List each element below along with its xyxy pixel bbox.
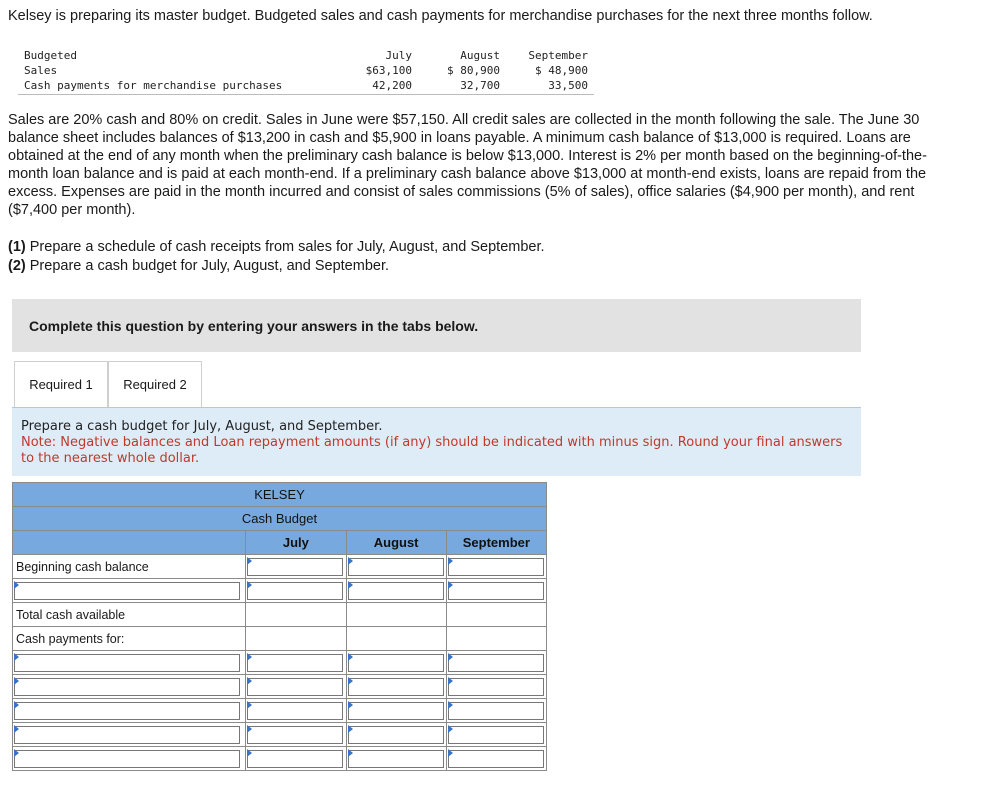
given-sales-july: $63,100: [365, 64, 412, 77]
input-marker-icon: [14, 701, 19, 709]
budget-company: KELSEY: [13, 483, 547, 507]
payment-row-2-july-input[interactable]: [247, 678, 343, 696]
payment-row-1-july-input[interactable]: [247, 654, 343, 672]
input-marker-icon: [448, 725, 453, 733]
input-marker-icon: [247, 581, 252, 589]
input-marker-icon: [247, 557, 252, 565]
given-month-september: September: [528, 49, 588, 62]
input-marker-icon: [14, 581, 19, 589]
given-payments-july: 42,200: [330, 78, 418, 95]
budget-col-august: August: [346, 531, 446, 555]
payment-row-5-august-input[interactable]: [348, 750, 444, 768]
given-data-table: [18, 47, 594, 95]
requirement-1: [8, 238, 545, 257]
input-marker-icon: [247, 701, 252, 709]
beginning-cash-august-input[interactable]: [348, 558, 444, 576]
payment-row-1-august-input[interactable]: [348, 654, 444, 672]
input-marker-icon: [448, 749, 453, 757]
input-marker-icon: [348, 653, 353, 661]
instruction-banner: [12, 299, 861, 352]
payment-row-3-september-input[interactable]: [448, 702, 544, 720]
input-marker-icon: [14, 749, 19, 757]
requirement-2-text: Prepare a cash budget for July, August, and September.: [25, 258, 389, 274]
input-marker-icon: [348, 677, 353, 685]
payment-row-5-september-input[interactable]: [448, 750, 544, 768]
requirement-1-text: Prepare a schedule of cash receipts from sales for July, August, and September.: [25, 239, 545, 255]
input-marker-icon: [247, 677, 252, 685]
row-2-september-input[interactable]: [448, 582, 544, 600]
given-month-august: August: [460, 49, 500, 62]
banner-text: Complete this question by entering your answers in the tabs below.: [29, 317, 479, 334]
input-marker-icon: [247, 653, 252, 661]
input-marker-icon: [448, 557, 453, 565]
input-marker-icon: [348, 701, 353, 709]
given-sales-label: Sales: [24, 64, 58, 77]
instructions-note: Note: Negative balances and Loan repayment amounts (if any) should be indicated with minus sign. Round your final answers to the nearest whole dollar.: [21, 435, 843, 466]
given-month-july: July: [385, 49, 412, 62]
given-payments-label: Cash payments for merchandise purchases: [18, 78, 330, 95]
input-marker-icon: [448, 653, 453, 661]
input-marker-icon: [14, 725, 19, 733]
payment-row-2-september-input[interactable]: [448, 678, 544, 696]
payment-row-4-august-input[interactable]: [348, 726, 444, 744]
given-payments-september: 33,500: [506, 78, 594, 95]
cash-payments-july: [246, 627, 346, 651]
payment-row-1-label-input[interactable]: [14, 654, 240, 672]
tab-required-2[interactable]: Required 2: [108, 361, 202, 407]
input-marker-icon: [247, 725, 252, 733]
cash-budget-table: [12, 482, 547, 771]
input-marker-icon: [348, 725, 353, 733]
budget-col-september: September: [446, 531, 546, 555]
row-beginning-cash-label: Beginning cash balance: [13, 555, 246, 579]
given-header-label: Budgeted: [24, 49, 77, 62]
intro-text: Kelsey is preparing its master budget. Budgeted sales and cash payments for merchandise purchases for the next three months follow.: [8, 8, 873, 24]
row-total-cash-label: Total cash available: [13, 603, 246, 627]
cash-payments-august: [346, 627, 446, 651]
input-marker-icon: [448, 701, 453, 709]
payment-row-2-label-input[interactable]: [14, 678, 240, 696]
given-sales-september: $ 48,900: [535, 64, 588, 77]
payment-row-3-august-input[interactable]: [348, 702, 444, 720]
total-cash-july: [246, 603, 346, 627]
row-cash-payments-label: Cash payments for:: [13, 627, 246, 651]
payment-row-5-july-input[interactable]: [247, 750, 343, 768]
input-marker-icon: [348, 581, 353, 589]
problem-paragraph: Sales are 20% cash and 80% on credit. Sales in June were $57,150. All credit sales are collected in the month following the sale. The June 30 balance sheet includes balances of $13,200 in cash and $5,900 in loans payable. A minimum cash balance of $13,000 is required. Loans are obtained at the end of any month when the preliminary cash balance is below $13,000. Interest is 2% per month based on the beginning-of-the-month loan balance and is paid at each month-end. If a preliminary cash balance above $13,000 at month-end exists, loans are repaid from the excess. Expenses are paid in the month incurred and consist of sales commissions (5% of sales), office salaries ($4,900 per month), and rent ($7,400 per month).: [8, 112, 927, 218]
payment-row-4-september-input[interactable]: [448, 726, 544, 744]
requirement-2: [8, 257, 545, 276]
payment-row-1-september-input[interactable]: [448, 654, 544, 672]
beginning-cash-july-input[interactable]: [247, 558, 343, 576]
row-2-july-input[interactable]: [247, 582, 343, 600]
given-payments-august: 32,700: [418, 78, 506, 95]
row-2-august-input[interactable]: [348, 582, 444, 600]
requirement-1-number: (1): [8, 239, 26, 255]
payment-row-5-label-input[interactable]: [14, 750, 240, 768]
requirements-list: [8, 238, 545, 276]
payment-row-4-july-input[interactable]: [247, 726, 343, 744]
payment-row-3-label-input[interactable]: [14, 702, 240, 720]
payment-row-4-label-input[interactable]: [14, 726, 240, 744]
given-sales-august: $ 80,900: [447, 64, 500, 77]
input-marker-icon: [247, 749, 252, 757]
tab-instructions: [12, 407, 861, 476]
payment-row-3-july-input[interactable]: [247, 702, 343, 720]
input-marker-icon: [348, 749, 353, 757]
payment-row-2-august-input[interactable]: [348, 678, 444, 696]
cash-payments-september: [446, 627, 546, 651]
input-marker-icon: [348, 557, 353, 565]
row-2-label-input[interactable]: [14, 582, 240, 600]
input-marker-icon: [14, 677, 19, 685]
total-cash-august: [346, 603, 446, 627]
input-marker-icon: [448, 677, 453, 685]
input-marker-icon: [448, 581, 453, 589]
requirement-2-number: (2): [8, 258, 26, 274]
budget-col-july: July: [246, 531, 346, 555]
beginning-cash-september-input[interactable]: [448, 558, 544, 576]
total-cash-september: [446, 603, 546, 627]
budget-header-blank: [13, 531, 246, 555]
tab-required-1[interactable]: Required 1: [14, 361, 108, 407]
input-marker-icon: [14, 653, 19, 661]
budget-title: Cash Budget: [13, 507, 547, 531]
instructions-line: Prepare a cash budget for July, August, and September.: [21, 419, 383, 434]
